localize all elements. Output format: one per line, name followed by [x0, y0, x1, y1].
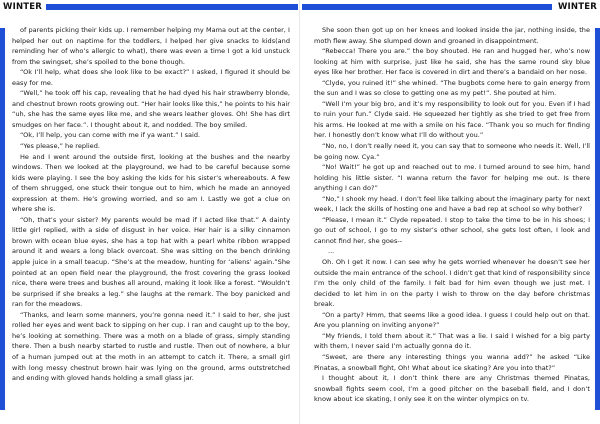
paragraph: “Thanks, and learn some manners, you’re gonna need it.” I said to her, she just rolled her eyes and went back to sipping on her cup. I ran and caught up to the boy, he’s looking at something. There was a moth on a blade of grass, simply standing there. Then a bush nearby started to rustle and rustle. Then out of nowhere, a blur of a human jumped out at the moth in an attempt to catch it. There, a small girl with long messy chestnut brown hair was lying on the ground, arms outstretched and ending with gloved hands holding a small glass jar. [12, 310, 290, 383]
paragraph: He and I went around the outside first, looking at the bushes and the nearby windows. Then we looked at the playground, we had to be careful because some kids were playing. I see the boy asking the kids for his sister’s whereabouts. A few of them shrugged, one stuck their tongue out to him, which he made an annoyed expression at them. He’s growing worried, and so am I. Lastly we got a clue on where she is. [12, 152, 290, 214]
paragraph: “No,” I shook my head. I don’t feel like talking about the imaginary party for next week, I lack the skills of hosting one and have a bad rep at school so why bother? [314, 194, 590, 214]
paragraph: “Clyde, you ruined it!” she whined. “The bugbots come here to gain energy from the sun and I was so close to getting one as my pet!”. She pouted at him. [314, 78, 590, 98]
left-header-bar [44, 4, 298, 10]
paragraph: “Ok, I’ll help, you can come with me if ya want.” I said. [20, 131, 201, 140]
paragraph: “No, no, I don’t really need it, you can say that to someone who needs it. Well, I’ll be going now. Cya.” [314, 142, 591, 161]
paragraph: of parents picking their kids up. I remember helping my Mama out at the center, I helped her out on naptime for the toddlers, I helped her give snacks to kids(and reminding her of who’s allergic to what), there was even a time I got a kid unstuck from the swingset, she’s spoiled to the bone though. [12, 26, 290, 66]
paragraph: “Well,” he took off his cap, revealing that he had dyed his hair strawberry blonde, and chestnut brown roots growing out. “Her hair looks like this,” he points to his hair “uh, she has the same eyes like me, and she wears leather gloves. Oh! She has dirt smudges on her face.”. I thought about it, and nodded. The boy smiled. [12, 89, 290, 129]
right-side-rule [595, 28, 600, 410]
paragraph: “No! Wait!” he got up and reached out to me. I turned around to see him, hand holding his little sister. “I wanna return the favor for helping me out. Is there anything I can do?” [314, 163, 590, 193]
paragraph: “Yes please,” he replied. [20, 142, 100, 151]
paragraph: “Rebecca! There you are.” the boy shouted. He ran and hugged her, who’s now looking at him with surprise, just like he said, she has the same round sky blue eyes like her brother. Her face is covered in dirt and there’s a bandaid on her nose. [314, 47, 590, 77]
scene-break: ... [328, 247, 335, 256]
right-body-text [314, 25, 590, 405]
paragraph: “Ok I’ll help, what does she look like to be exact?” I asked, I figured it should be easy for me. [12, 68, 290, 87]
right-page [300, 0, 600, 424]
paragraph: “Oh, that’s your sister? My parents would be mad if I acted like that.” A dainty little girl replied, with a side of disgust in her voice. Her hair is a silky cinnamon brown with ocean blue eyes, she has a top hat with a pearl white ribbon wrapped around it and wears a long black overcoat. She was sitting on the bench drinking apple juice in a small teacup. “She’s at the meadow, hunting for ‘aliens’ again.”She pointed at an open field near the playground, the frost covering the grass looked nice, there were trees and bushes all around, making it look like a forest. “Wouldn’t be surprised if she breaks a leg.” she laughs at the remark. The boy panicked and ran for the meadows. [12, 215, 290, 309]
right-running-head: WINTER [554, 0, 597, 14]
paragraph: “On a party? Hmm, that seems like a good idea. I guess I could help out on that. Are you planning on inviting anyone?” [314, 310, 590, 330]
paragraph: I thought about it, I don’t think there are any Christmas themed Pinatas, snowball fights seem cool, I’m a good pitcher on the baseball field, and I don’t know about ice skating, I only see it on the winter olympics on tv. [314, 374, 590, 404]
left-running-head: WINTER [3, 0, 46, 14]
paragraph: “Sweet, are there any interesting things you wanna add?” he asked “Like Pinatas, a snowball fight, Oh! What about ice skating? Are you into that?” [314, 352, 590, 372]
left-body-text [12, 25, 290, 384]
paragraph: “My friends, I told them about it.” That was a lie. I said I wished for a big party with them, I never said I’m actually gonna do it. [314, 331, 590, 351]
paragraph: Oh. Oh I get it now. I can see why he gets worried whenever he doesn’t see her outside the main entrance of the school. I didn’t get that kind of responsibility since I’m the only child of the family. I felt bad for him even though we just met. I decided to let him in on the party I wish to throw on the day before christmas break. [314, 258, 590, 309]
paragraph: “Please, I mean it.” Clyde repeated. I stop to take the time to be in his shoes; I go out of school, I go to my sister’s other school, she gets lost often, I look and cannot find her, she goes-- [314, 215, 590, 245]
right-header-bar [302, 4, 552, 10]
paragraph: “Well I’m your big bro, and it’s my responsibility to look out for you. Even if I had to ruin your fun.” Clyde said. He squeezed her tightly as she tried to get free from his arms. He looked at me with a smile on his face. “Thank you so much for finding her. I honestly don’t know what I’ll do without you.” [314, 99, 590, 140]
left-side-rule [0, 28, 5, 410]
paragraph: She soon then got up on her knees and looked inside the jar, nothing inside, the moth flew away. She slumped down and groaned in disappointment. [314, 26, 590, 45]
